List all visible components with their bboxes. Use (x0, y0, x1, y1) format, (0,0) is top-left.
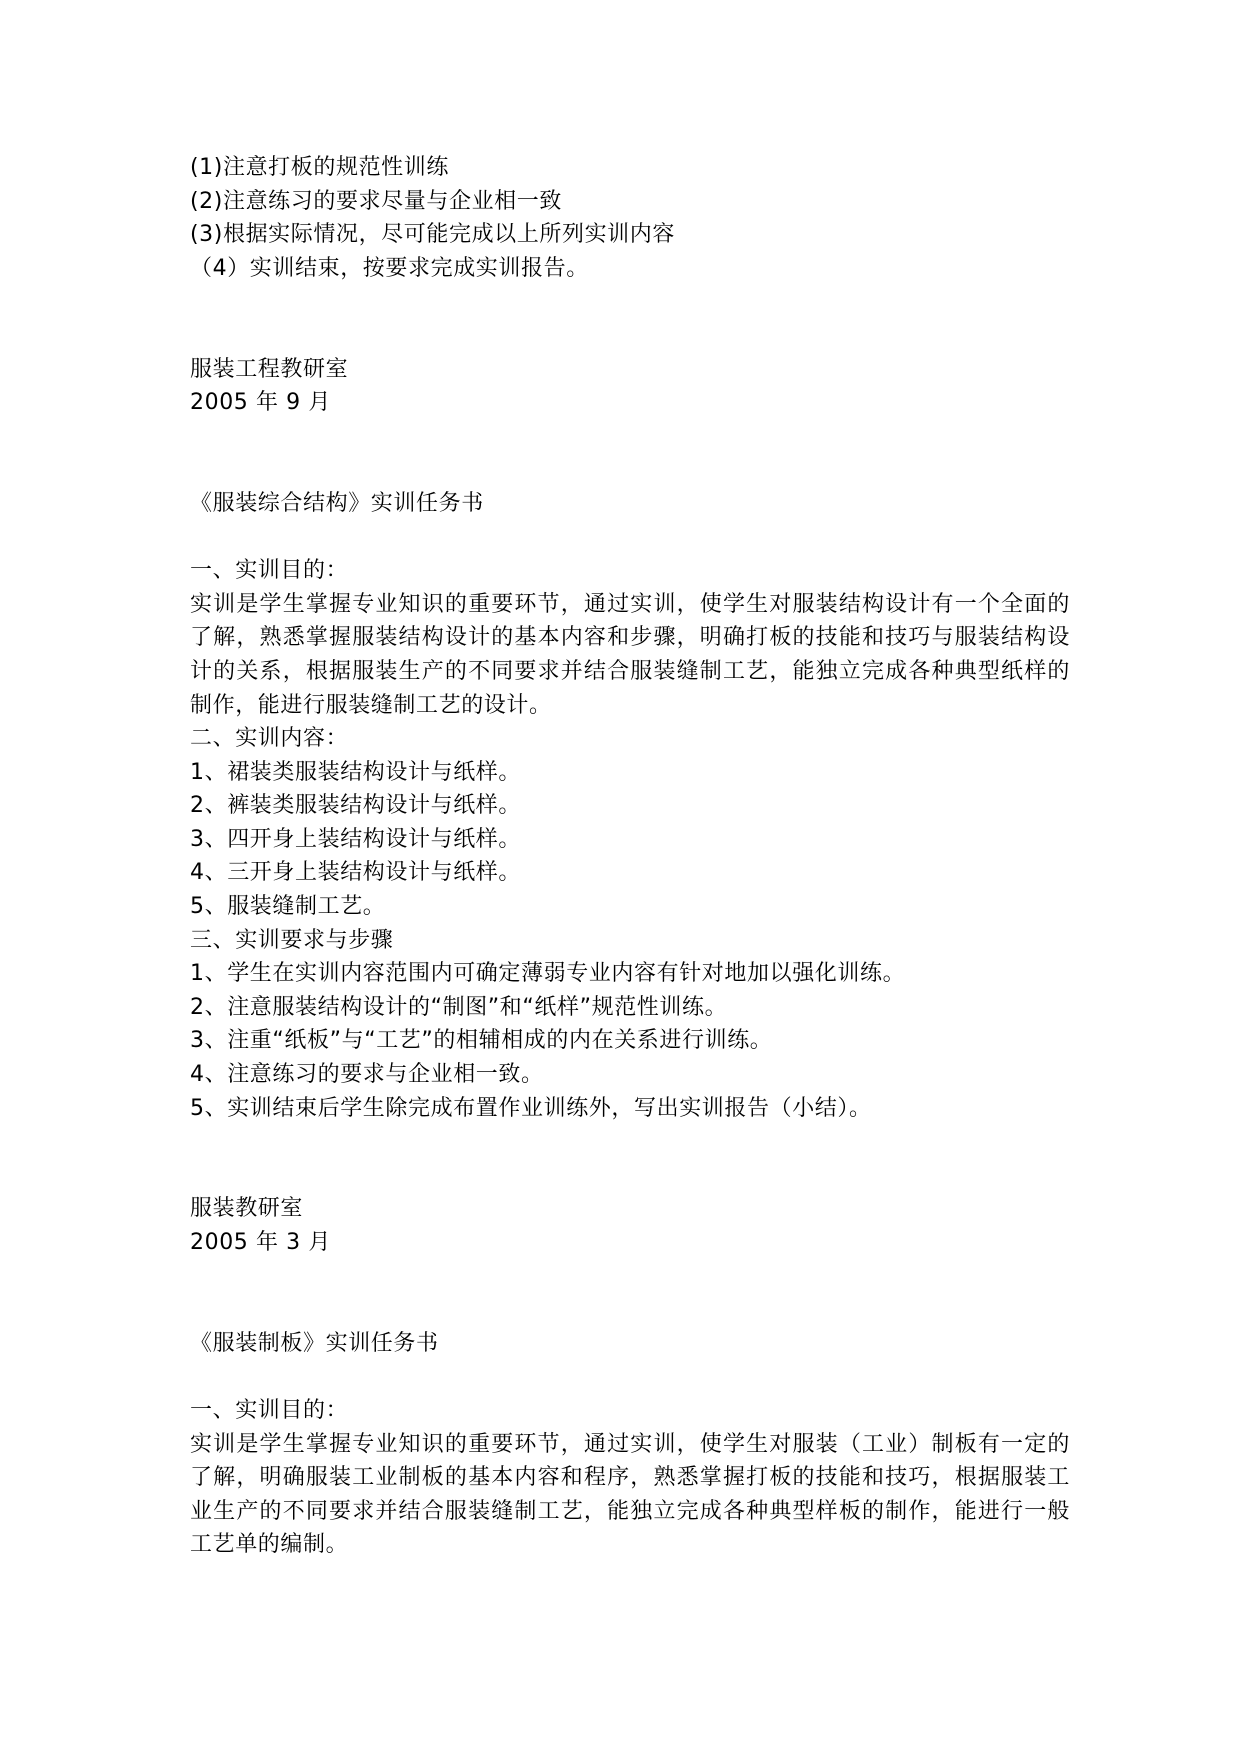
list-item: 5、实训结束后学生除完成布置作业训练外，写出实训报告（小结）。 (190, 1095, 872, 1121)
section-heading: 一、实训目的： (190, 558, 349, 584)
section-heading: 二、实训内容： (190, 726, 349, 752)
purpose-paragraph: 实训是学生掌握专业知识的重要环节，通过实训，使学生对服装结构设计有一个全面的了解，熟悉掌握服装结构设计的基本内容和步骤，明确打板的技能和技巧与服装结构设计的关系，根据服装生产的不同要求并结合服装缝制工艺，能独立完成各种典型纸样的制作，能进行服装缝制工艺的设计。 (190, 591, 1070, 718)
document-title: 《服装综合结构》实训任务书 (190, 490, 484, 516)
document-page (190, 151, 1070, 1562)
purpose-paragraph: 实训是学生掌握专业知识的重要环节，通过实训，使学生对服装（工业）制板有一定的了解，明确服装工业制板的基本内容和程序，熟悉掌握打板的技能和技巧，根据服装工业生产的不同要求并结合服装缝制工艺，能独立完成各种典型样板的制作，能进行一般工艺单的编制。 (190, 1431, 1070, 1558)
document-title: 《服装制板》实训任务书 (190, 1330, 439, 1356)
requirement-item: (3)根据实际情况，尽可能完成以上所列实训内容 (190, 222, 675, 248)
requirement-item: (1)注意打板的规范性训练 (190, 155, 449, 180)
list-item: 5、服装缝制工艺。 (190, 894, 386, 920)
list-item: 4、注意练习的要求与企业相一致。 (190, 1062, 544, 1088)
section-heading: 一、实训目的： (190, 1397, 349, 1423)
list-item: 2、注意服装结构设计的“制图”和“纸样”规范性训练。 (190, 994, 728, 1020)
list-item: 3、注重“纸板”与“工艺”的相辅相成的内在关系进行训练。 (190, 1028, 773, 1054)
section-heading: 三、实训要求与步骤 (190, 927, 394, 953)
list-item: 4、三开身上装结构设计与纸样。 (190, 860, 521, 886)
list-item: 2、裤装类服装结构设计与纸样。 (190, 793, 521, 819)
signature-office: 服装教研室 (190, 1196, 304, 1222)
requirement-item: (2)注意练习的要求尽量与企业相一致 (190, 188, 562, 214)
requirement-item: （4）实训结束，按要求完成实训报告。 (190, 255, 589, 281)
list-item: 1、学生在实训内容范围内可确定薄弱专业内容有针对地加以强化训练。 (190, 961, 906, 987)
signature-date: 2005 年 3 月 (190, 1230, 331, 1255)
signature-date: 2005 年 9 月 (190, 390, 331, 416)
list-item: 1、裙装类服装结构设计与纸样。 (190, 759, 521, 785)
list-item: 3、四开身上装结构设计与纸样。 (190, 826, 521, 852)
signature-office: 服装工程教研室 (190, 356, 349, 382)
